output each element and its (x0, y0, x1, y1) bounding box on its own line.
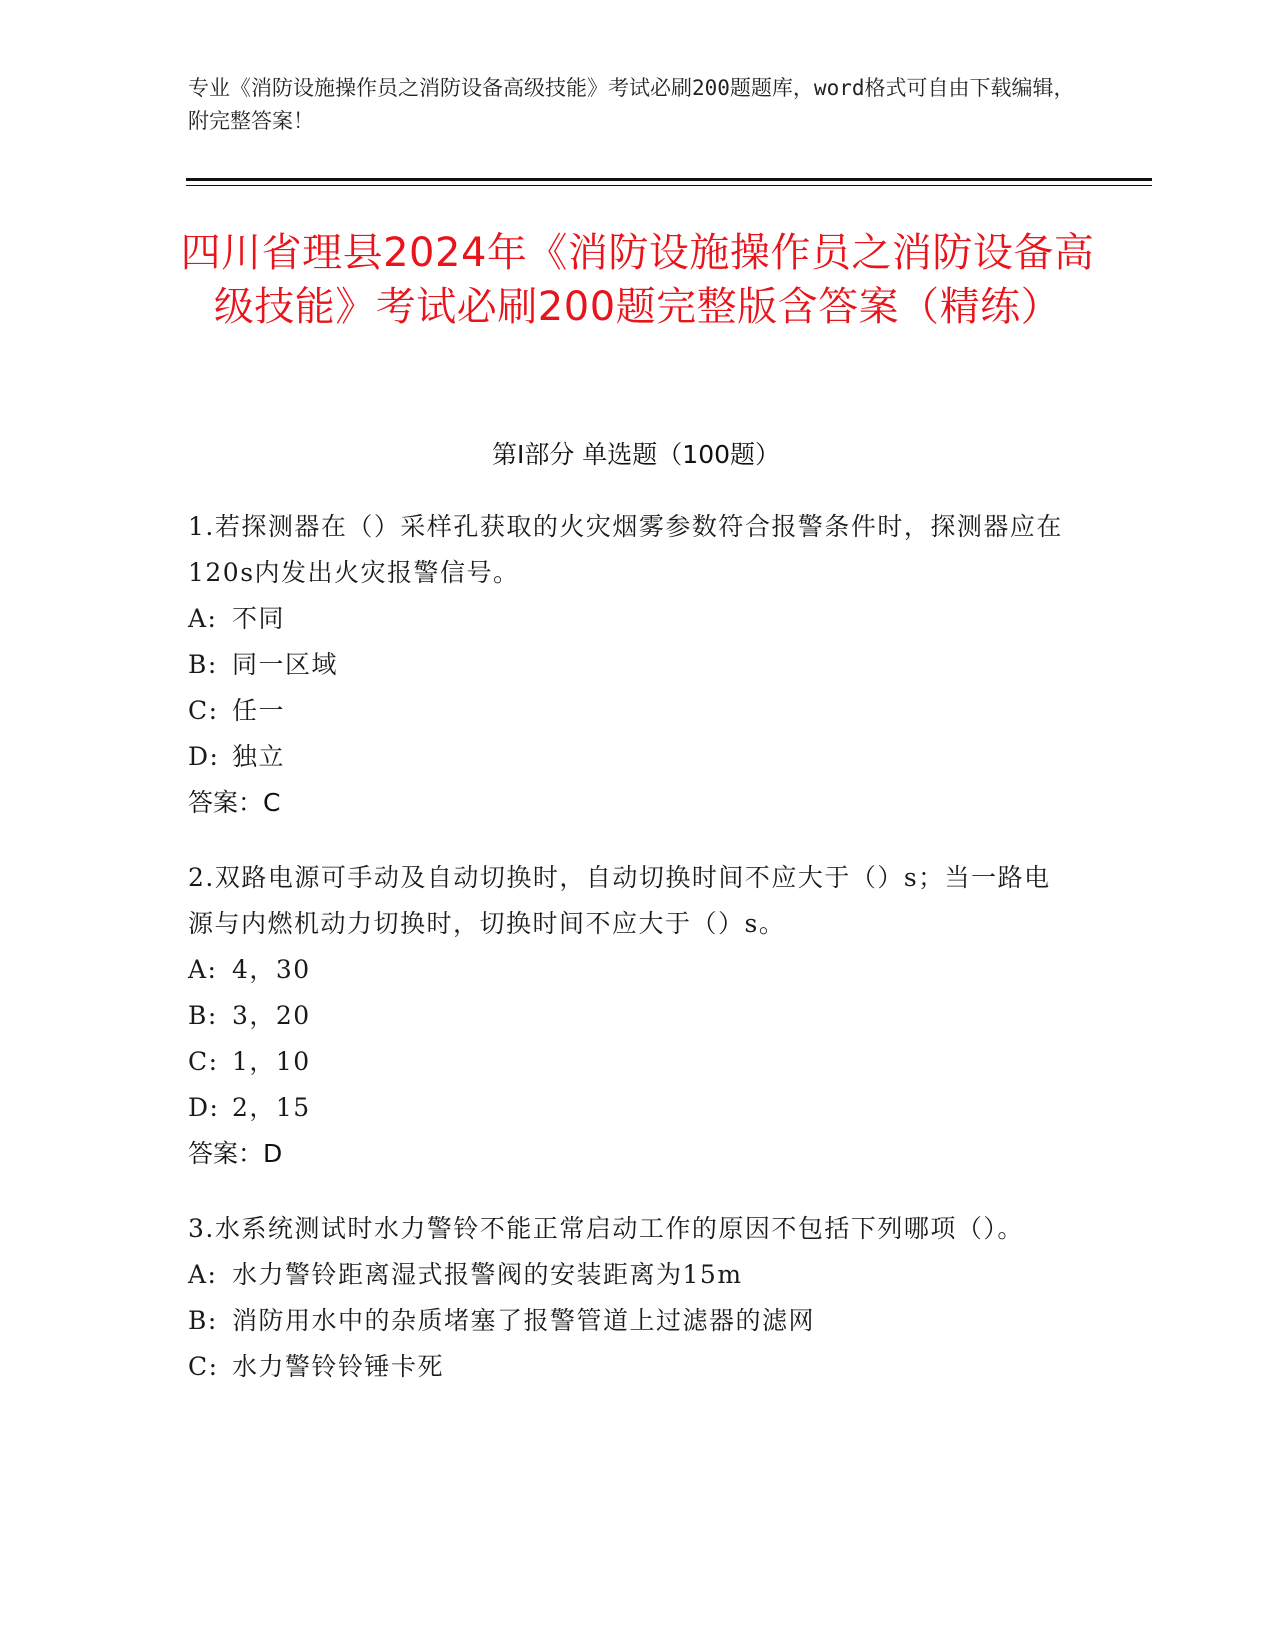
option-text: 3，20 (232, 1001, 311, 1030)
question-1 (188, 504, 1068, 826)
option-text: 同一区域 (232, 650, 339, 679)
option-b (188, 993, 1068, 1039)
option-letter: A: (188, 1260, 218, 1289)
question-3 (188, 1206, 1068, 1390)
option-b (188, 1298, 1068, 1344)
option-d (188, 734, 1068, 780)
option-letter: C: (188, 1352, 219, 1381)
option-a (188, 947, 1068, 993)
option-a (188, 1252, 1068, 1298)
question-text: 1.若探测器在（）采样孔获取的火灾烟雾参数符合报警条件时，探测器应在120s内发出火灾报警信号。 (188, 512, 1063, 587)
option-text: 独立 (232, 742, 286, 771)
option-c (188, 1344, 1068, 1390)
option-text: 任一 (232, 696, 286, 725)
answer-line: 答案：C (188, 788, 281, 817)
header-rule-thick (186, 178, 1152, 181)
option-letter: D: (188, 742, 220, 771)
option-letter: B: (188, 1306, 218, 1335)
option-letter: C: (188, 1047, 219, 1076)
document-title: 四川省理县2024年《消防设施操作员之消防设备高级技能》考试必刷200题完整版含答案（精练） (180, 230, 1095, 330)
option-text: 不同 (232, 604, 286, 633)
option-text: 4，30 (232, 955, 311, 984)
option-letter: A: (188, 955, 218, 984)
option-b (188, 642, 1068, 688)
option-text: 消防用水中的杂质堵塞了报警管道上过滤器的滤网 (232, 1306, 816, 1335)
option-text: 1，10 (232, 1047, 311, 1076)
option-letter: B: (188, 1001, 218, 1030)
header-note: 专业《消防设施操作员之消防设备高级技能》考试必刷200题题库，word格式可自由下载编辑，附完整答案！ (188, 76, 1075, 133)
section-heading: 第I部分 单选题（100题） (491, 440, 781, 469)
option-a (188, 596, 1068, 642)
option-d (188, 1085, 1068, 1131)
header-rule-thin (186, 185, 1152, 186)
question-text: 2.双路电源可手动及自动切换时，自动切换时间不应大于（）s；当一路电源与内燃机动力切换时，切换时间不应大于（）s。 (188, 863, 1051, 938)
option-letter: B: (188, 650, 218, 679)
question-2 (188, 855, 1068, 1177)
option-letter: D: (188, 1093, 220, 1122)
option-letter: C: (188, 696, 219, 725)
option-letter: A: (188, 604, 218, 633)
option-c (188, 688, 1068, 734)
answer-line: 答案：D (188, 1139, 283, 1168)
question-text: 3.水系统测试时水力警铃不能正常启动工作的原因不包括下列哪项（）。 (188, 1214, 1024, 1243)
option-c (188, 1039, 1068, 1085)
option-text: 水力警铃距离湿式报警阀的安装距离为15m (232, 1260, 743, 1289)
option-text: 水力警铃铃锤卡死 (232, 1352, 445, 1381)
option-text: 2，15 (232, 1093, 311, 1122)
